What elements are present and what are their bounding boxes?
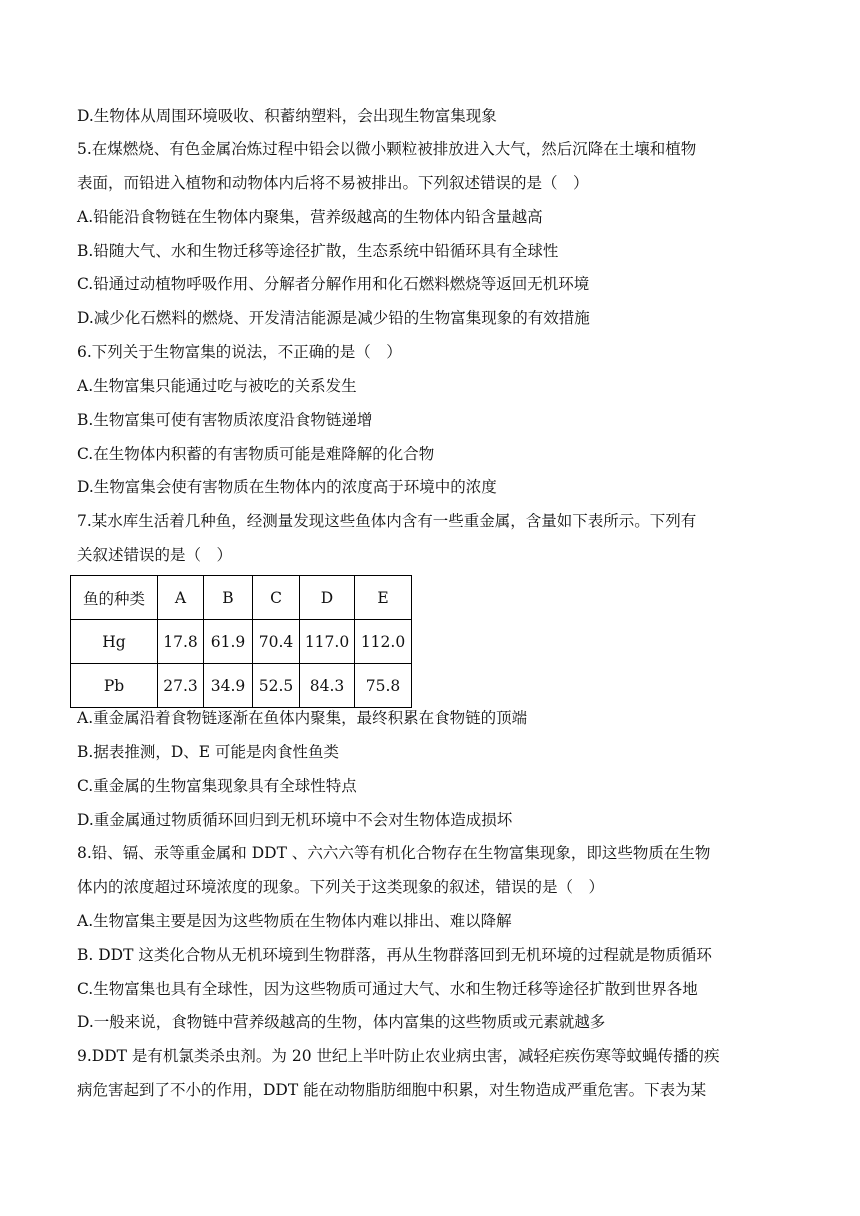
table-header-cell: D [300,576,355,620]
text-line: 体内的浓度超过环境浓度的现象。下列关于这类现象的叙述，错误的是（ ） [77,878,605,896]
table-cell: 70.4 [253,620,300,664]
table-row [71,620,412,664]
table-cell: 84.3 [300,664,355,708]
option-b: B.铅随大气、水和生物迁移等途径扩散，生态系统中铅循环具有全球性 [77,242,559,260]
question-5-stem: 5.在煤燃烧、有色金属冶炼过程中铅会以微小颗粒被排放进入大气，然后沉降在土壤和植物 [77,140,697,158]
option-b: B. DDT 这类化合物从无机环境到生物群落，再从生物群落回到无机环境的过程就是物质循环 [77,946,712,964]
option-c: C.重金属的生物富集现象具有全球性特点 [77,777,357,795]
table-header-cell: A [158,576,204,620]
table-header-cell: 鱼的种类 [71,576,158,620]
fish-metal-table [70,575,412,708]
option-a: A.生物富集只能通过吃与被吃的关系发生 [77,377,357,395]
table-cell: 17.8 [158,620,204,664]
question-9-stem: 9.DDT 是有机氯类杀虫剂。为 20 世纪上半叶防止农业病虫害，减轻疟疾伤寒等蚊蝇传播的疾 [77,1047,720,1065]
table-cell: Pb [71,664,158,708]
option-c: C.生物富集也具有全球性，因为这些物质可通过大气、水和生物迁移等途径扩散到世界各地 [77,980,698,998]
table-cell: 61.9 [204,620,253,664]
option-a: A.重金属沿着食物链逐渐在鱼体内聚集，最终积累在食物链的顶端 [77,709,528,727]
option-d: D.生物富集会使有害物质在生物体内的浓度高于环境中的浓度 [77,478,497,496]
option-b: B.生物富集可使有害物质浓度沿食物链递增 [77,411,373,429]
text-line: 表面，而铅进入植物和动物体内后将不易被排出。下列叙述错误的是（ ） [77,174,589,192]
option-d: D.一般来说，食物链中营养级越高的生物，体内富集的这些物质或元素就越多 [77,1013,606,1031]
option-a: A.铅能沿食物链在生物体内聚集，营养级越高的生物体内铅含量越高 [77,208,543,226]
text-line: 病危害起到了不小的作用，DDT 能在动物脂肪细胞中积累，对生物造成严重危害。下表为某 [77,1081,707,1099]
text-line: 关叙述错误的是（ ） [77,546,233,564]
question-7-stem: 7.某水库生活着几种鱼，经测量发现这些鱼体内含有一些重金属，含量如下表所示。下列有 [77,512,697,530]
table-cell: Hg [71,620,158,664]
text-line: D.生物体从周围环境吸收、积蓄纳塑料，会出现生物富集现象 [77,107,497,125]
table-cell: 27.3 [158,664,204,708]
option-c: C.在生物体内积蓄的有害物质可能是难降解的化合物 [77,445,435,463]
option-b: B.据表推测，D、E 可能是肉食性鱼类 [77,743,339,761]
table-cell: 117.0 [300,620,355,664]
question-6-stem: 6.下列关于生物富集的说法，不正确的是（ ） [77,343,402,361]
table-header-row [71,576,412,620]
question-8-stem: 8.铅、镉、汞等重金属和 DDT 、六六六等有机化合物存在生物富集现象，即这些物质在生物 [77,844,711,862]
table-cell: 34.9 [204,664,253,708]
table-row [71,664,412,708]
table-header-cell: B [204,576,253,620]
table-cell: 52.5 [253,664,300,708]
table-header-cell: E [355,576,412,620]
option-d: D.重金属通过物质循环回归到无机环境中不会对生物体造成损坏 [77,811,513,829]
table-cell: 112.0 [355,620,412,664]
table-header-cell: C [253,576,300,620]
option-c: C.铅通过动植物呼吸作用、分解者分解作用和化石燃料燃烧等返回无机环境 [77,275,590,293]
option-d: D.减少化石燃料的燃烧、开发清洁能源是减少铅的生物富集现象的有效措施 [77,309,590,327]
option-a: A.生物富集主要是因为这些物质在生物体内难以排出、难以降解 [77,912,512,930]
table-cell: 75.8 [355,664,412,708]
